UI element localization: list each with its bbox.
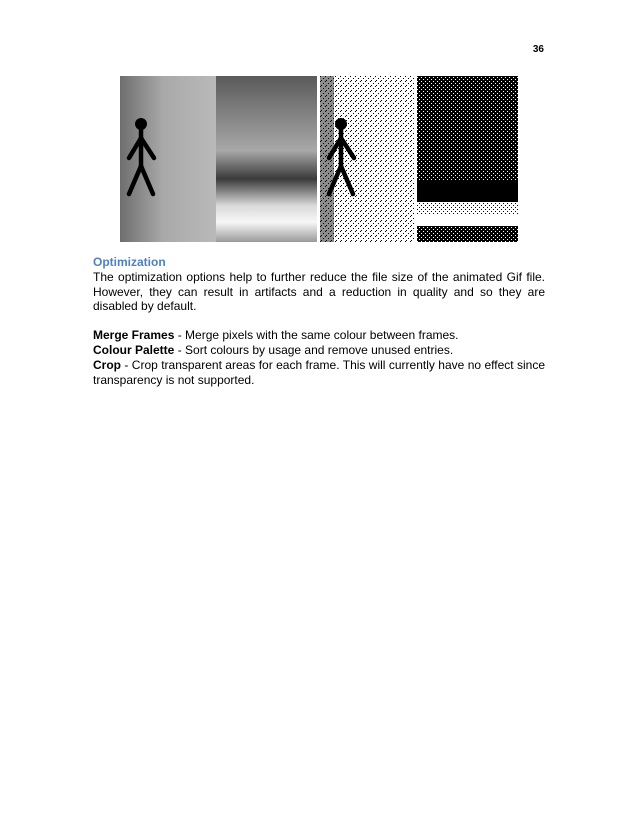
option-term: Crop <box>93 357 121 372</box>
page-number: 36 <box>532 44 544 55</box>
option-crop <box>93 358 545 388</box>
panel-gradient-original <box>120 76 216 242</box>
intro-paragraph: The optimization options help to further reduce the file size of the animated Gif file. However, they can result in artifacts and a reduction in quality and so they are disabled by default. <box>93 269 545 314</box>
option-merge-frames <box>93 328 545 343</box>
page-content <box>93 255 545 387</box>
paragraph-spacer <box>93 314 545 328</box>
option-description: - Merge pixels with the same colour between frames. <box>174 328 459 343</box>
section-heading: Optimization <box>93 255 166 269</box>
panel-gradient-horizontal <box>216 76 317 242</box>
option-term: Colour Palette <box>93 342 175 357</box>
dithering-comparison-figure <box>120 76 518 242</box>
option-description: - Crop transparent areas for each frame. This will currently have no effect since transparency is not supported. <box>93 357 545 387</box>
panel-dithered-original <box>320 76 415 242</box>
option-colour-palette <box>93 343 545 358</box>
figure-svg <box>120 76 518 242</box>
option-term: Merge Frames <box>93 328 175 343</box>
panel-dithered-horizontal <box>417 76 518 242</box>
option-description: - Sort colours by usage and remove unused entries. <box>174 342 454 357</box>
